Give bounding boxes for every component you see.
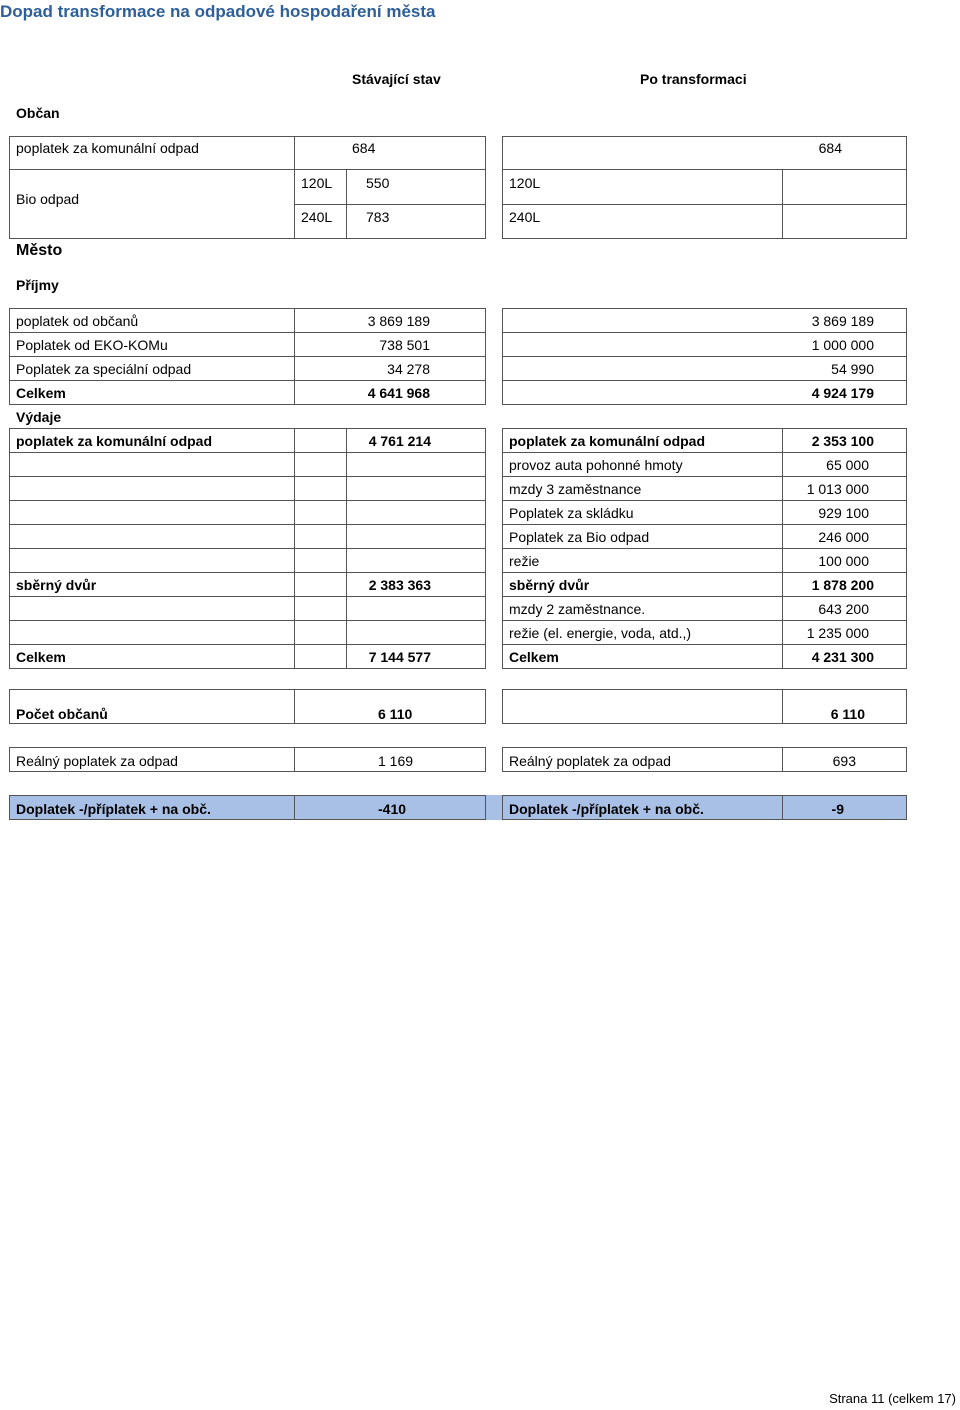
pocet-label: Počet občanů [16, 706, 108, 722]
vydaje-right-value: 643 200 [818, 601, 869, 617]
bio-after-size-2: 240L [509, 209, 541, 225]
section-vydaje: Výdaje [16, 409, 62, 425]
section-obcan: Občan [16, 105, 60, 121]
prijmy-after: 1 000 000 [811, 337, 874, 353]
vydaje-right-label: režie (el. energie, voda, atd.,) [509, 625, 692, 641]
prijmy-current: 34 278 [387, 361, 430, 377]
vydaje-right-value: 65 000 [826, 457, 869, 473]
cell-bio-after-value-1 [782, 169, 907, 205]
prijmy-current: 3 869 189 [367, 313, 430, 329]
prijmy-current: 738 501 [379, 337, 430, 353]
vydaje-right-value: 929 100 [818, 505, 869, 521]
vydaje-right-label: Poplatek za Bio odpad [509, 529, 650, 545]
komunalni-current: 684 [352, 140, 376, 156]
vydaje-cell-left-value [346, 524, 486, 549]
bio-current-2: 783 [366, 209, 390, 225]
vydaje-cell-right-label [502, 548, 783, 573]
cell-bio-after-value-2 [782, 204, 907, 239]
vydaje-cell-left-label [9, 596, 295, 621]
vydaje-cell-left-label [9, 452, 295, 477]
prijmy-label: Poplatek od EKO-KOMu [16, 337, 168, 353]
vydaje-cell-left-mid [294, 452, 347, 477]
prijmy-after: 54 990 [831, 361, 874, 377]
vydaje-right-label: Poplatek za skládku [509, 505, 634, 521]
bio-label: Bio odpad [16, 191, 80, 207]
realny-current: 1 169 [378, 753, 414, 769]
vydaje-cell-left-mid [294, 548, 347, 573]
vydaje-right-label: mzdy 2 zaměstnance. [509, 601, 646, 617]
realny-label-current: Reálný poplatek za odpad [16, 753, 178, 769]
prijmy-label: Poplatek za speciální odpad [16, 361, 192, 377]
page-title: Dopad transformace na odpadové hospodaření města [0, 2, 436, 21]
cell-komunalni-current [294, 136, 486, 170]
vydaje-cell-left-value [346, 548, 486, 573]
cell-bio-after-size-2 [502, 204, 783, 239]
vydaje-right-value: 2 353 100 [811, 433, 874, 449]
vydaje-right-label: provoz auta pohonné hmoty [509, 457, 683, 473]
vydaje-cell-left-label [9, 524, 295, 549]
pocet-after: 6 110 [830, 706, 865, 722]
vydaje-cell-left-mid [294, 572, 347, 597]
vydaje-cell-left-label [9, 620, 295, 645]
vydaje-right-label: Celkem [509, 649, 559, 665]
doplatek-after: -9 [831, 801, 844, 817]
column-header-current: Stávající stav [352, 71, 441, 87]
bio-size-1: 120L [301, 175, 333, 191]
vydaje-right-label: poplatek za komunální odpad [509, 433, 706, 449]
vydaje-cell-left-label [9, 548, 295, 573]
cell-komunalni-after [502, 136, 907, 170]
vydaje-left-value: 2 383 363 [368, 577, 431, 593]
realny-label-after: Reálný poplatek za odpad [509, 753, 671, 769]
cell-bio-after-size-1 [502, 169, 783, 205]
vydaje-right-value: 4 231 300 [811, 649, 874, 665]
vydaje-cell-left-mid [294, 428, 347, 453]
vydaje-left-label: sběrný dvůr [16, 577, 97, 593]
vydaje-right-value: 1 878 200 [811, 577, 874, 593]
page-footer: Strana 11 (celkem 17) [829, 1391, 956, 1406]
bio-size-2: 240L [301, 209, 333, 225]
komunalni-after: 684 [818, 140, 842, 156]
vydaje-cell-left-value [346, 500, 486, 525]
vydaje-right-value: 100 000 [818, 553, 869, 569]
cell-pocet-after-label [502, 689, 783, 724]
vydaje-cell-left-mid [294, 596, 347, 621]
vydaje-right-value: 1 235 000 [806, 625, 869, 641]
prijmy-label: Celkem [16, 385, 66, 401]
column-header-after: Po transformaci [640, 71, 747, 87]
prijmy-current: 4 641 968 [367, 385, 430, 401]
vydaje-right-label: sběrný dvůr [509, 577, 590, 593]
bio-current-1: 550 [366, 175, 390, 191]
realny-after: 693 [832, 753, 856, 769]
vydaje-cell-left-value [346, 476, 486, 501]
section-prijmy: Příjmy [16, 277, 59, 293]
vydaje-cell-left-value [346, 596, 486, 621]
doplatek-label-after: Doplatek -/příplatek + na obč. [509, 801, 704, 817]
vydaje-cell-left-label [9, 500, 295, 525]
vydaje-cell-left-mid [294, 524, 347, 549]
vydaje-left-value: 7 144 577 [368, 649, 431, 665]
prijmy-label: poplatek od občanů [16, 313, 139, 329]
section-mesto: Město [16, 242, 63, 259]
vydaje-right-value: 1 013 000 [806, 481, 869, 497]
vydaje-right-label: mzdy 3 zaměstnance [509, 481, 642, 497]
vydaje-cell-left-mid [294, 500, 347, 525]
bio-after-size-1: 120L [509, 175, 541, 191]
prijmy-after: 4 924 179 [811, 385, 874, 401]
vydaje-cell-left-value [346, 452, 486, 477]
vydaje-right-label: režie [509, 553, 540, 569]
vydaje-left-label: poplatek za komunální odpad [16, 433, 213, 449]
vydaje-cell-left-mid [294, 476, 347, 501]
komunalni-label: poplatek za komunální odpad [16, 140, 199, 156]
vydaje-right-value: 246 000 [818, 529, 869, 545]
vydaje-cell-left-label [9, 476, 295, 501]
vydaje-cell-left-value [346, 620, 486, 645]
vydaje-left-value: 4 761 214 [368, 433, 431, 449]
vydaje-left-label: Celkem [16, 649, 66, 665]
prijmy-after: 3 869 189 [811, 313, 874, 329]
doplatek-current: -410 [378, 801, 407, 817]
vydaje-cell-left-mid [294, 644, 347, 669]
pocet-current: 6 110 [378, 706, 413, 722]
doplatek-label-current: Doplatek -/příplatek + na obč. [16, 801, 211, 817]
vydaje-cell-left-mid [294, 620, 347, 645]
